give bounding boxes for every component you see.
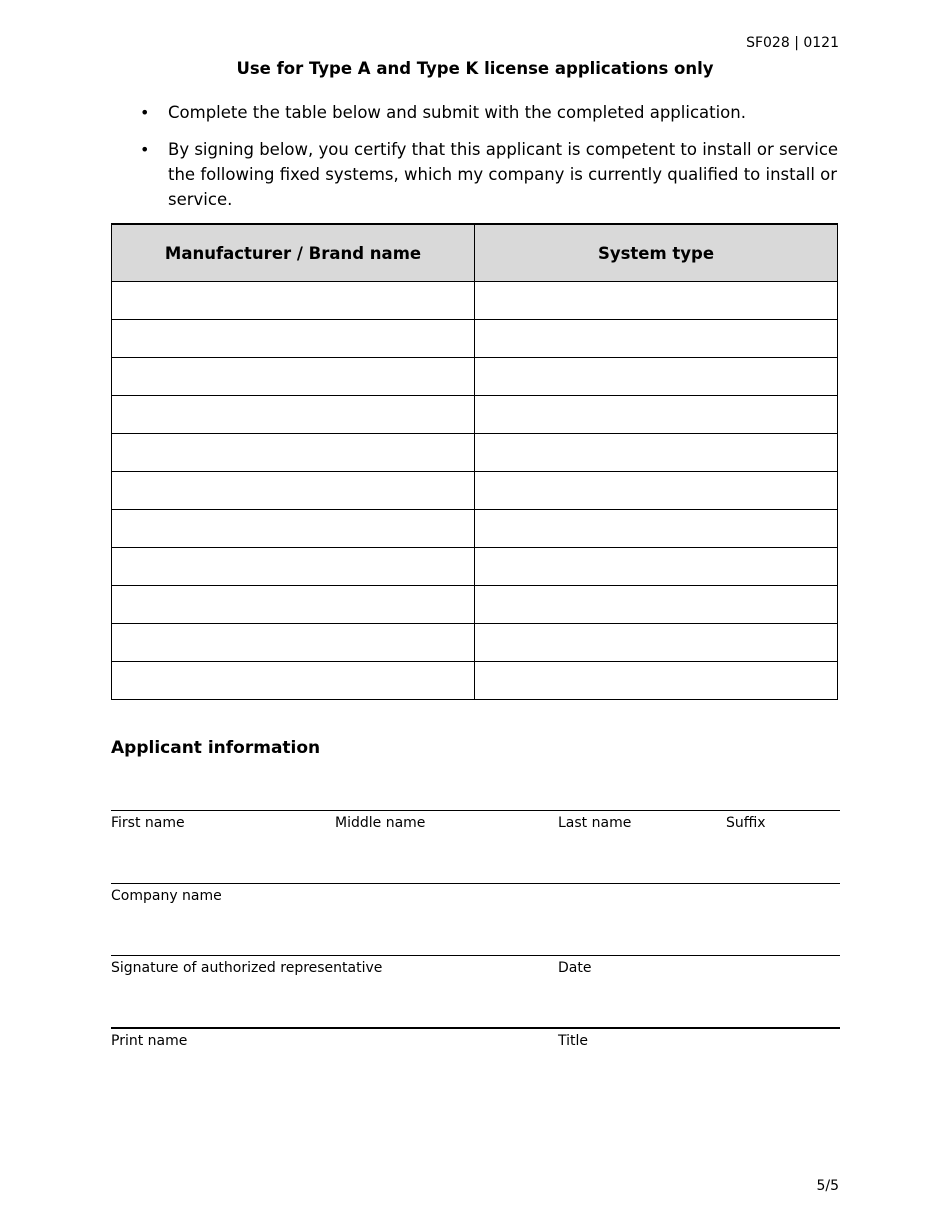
first-name-label: First name: [111, 815, 185, 831]
bullet-icon: •: [140, 103, 150, 122]
print-name-field-line[interactable]: [111, 1027, 840, 1029]
system-type-header: System type: [475, 224, 838, 282]
system-type-cell[interactable]: [475, 510, 838, 548]
table-row: [112, 624, 838, 662]
system-type-cell[interactable]: [475, 586, 838, 624]
page-title: Use for Type A and Type K license applications only: [236, 59, 714, 78]
instruction-list: [140, 100, 840, 224]
table-row: [112, 434, 838, 472]
table-row: [112, 510, 838, 548]
company-name-label: Company name: [111, 888, 222, 904]
table-row: [112, 320, 838, 358]
manufacturer-cell[interactable]: [112, 434, 475, 472]
signature-field-line[interactable]: [111, 955, 840, 956]
manufacturer-cell[interactable]: [112, 396, 475, 434]
system-type-cell[interactable]: [475, 624, 838, 662]
signature-label: Signature of authorized representative: [111, 960, 383, 976]
system-type-cell[interactable]: [475, 282, 838, 320]
manufacturer-cell[interactable]: [112, 510, 475, 548]
manufacturer-cell[interactable]: [112, 586, 475, 624]
table-row: [112, 472, 838, 510]
table-row: [112, 548, 838, 586]
manufacturer-cell[interactable]: [112, 662, 475, 700]
page-number: 5/5: [816, 1178, 839, 1194]
date-label: Date: [558, 960, 592, 976]
print-name-label: Print name: [111, 1033, 188, 1049]
middle-name-label: Middle name: [335, 815, 426, 831]
table-row: [112, 282, 838, 320]
last-name-label: Last name: [558, 815, 632, 831]
table-row: [112, 396, 838, 434]
name-field-line[interactable]: [111, 810, 840, 811]
manufacturer-cell[interactable]: [112, 282, 475, 320]
table-row: [112, 586, 838, 624]
instruction-item: [140, 137, 840, 212]
company-field-line[interactable]: [111, 883, 840, 884]
manufacturer-cell[interactable]: [112, 320, 475, 358]
system-type-cell[interactable]: [475, 548, 838, 586]
system-type-cell[interactable]: [475, 434, 838, 472]
instruction-item: [140, 100, 840, 125]
form-code: SF028 | 0121: [746, 35, 839, 51]
instruction-text: By signing below, you certify that this applicant is competent to install or service the following fixed systems, which my company is currently qualified to install or service.: [168, 140, 839, 209]
bullet-icon: •: [140, 140, 150, 159]
manufacturer-cell[interactable]: [112, 472, 475, 510]
table-row: [112, 358, 838, 396]
system-type-cell[interactable]: [475, 358, 838, 396]
instruction-text: Complete the table below and submit with the completed application.: [168, 103, 746, 122]
applicant-section-heading: Applicant information: [111, 738, 321, 758]
table-row: [112, 662, 838, 700]
system-type-cell[interactable]: [475, 662, 838, 700]
suffix-label: Suffix: [726, 815, 766, 831]
manufacturer-cell[interactable]: [112, 624, 475, 662]
table-header-row: [112, 224, 838, 282]
systems-table-body: [112, 282, 838, 700]
manufacturer-cell[interactable]: [112, 548, 475, 586]
manufacturer-cell[interactable]: [112, 358, 475, 396]
title-label: Title: [558, 1033, 589, 1049]
system-type-cell[interactable]: [475, 396, 838, 434]
systems-table: [111, 223, 838, 700]
system-type-cell[interactable]: [475, 320, 838, 358]
system-type-cell[interactable]: [475, 472, 838, 510]
manufacturer-header: Manufacturer / Brand name: [112, 224, 475, 282]
